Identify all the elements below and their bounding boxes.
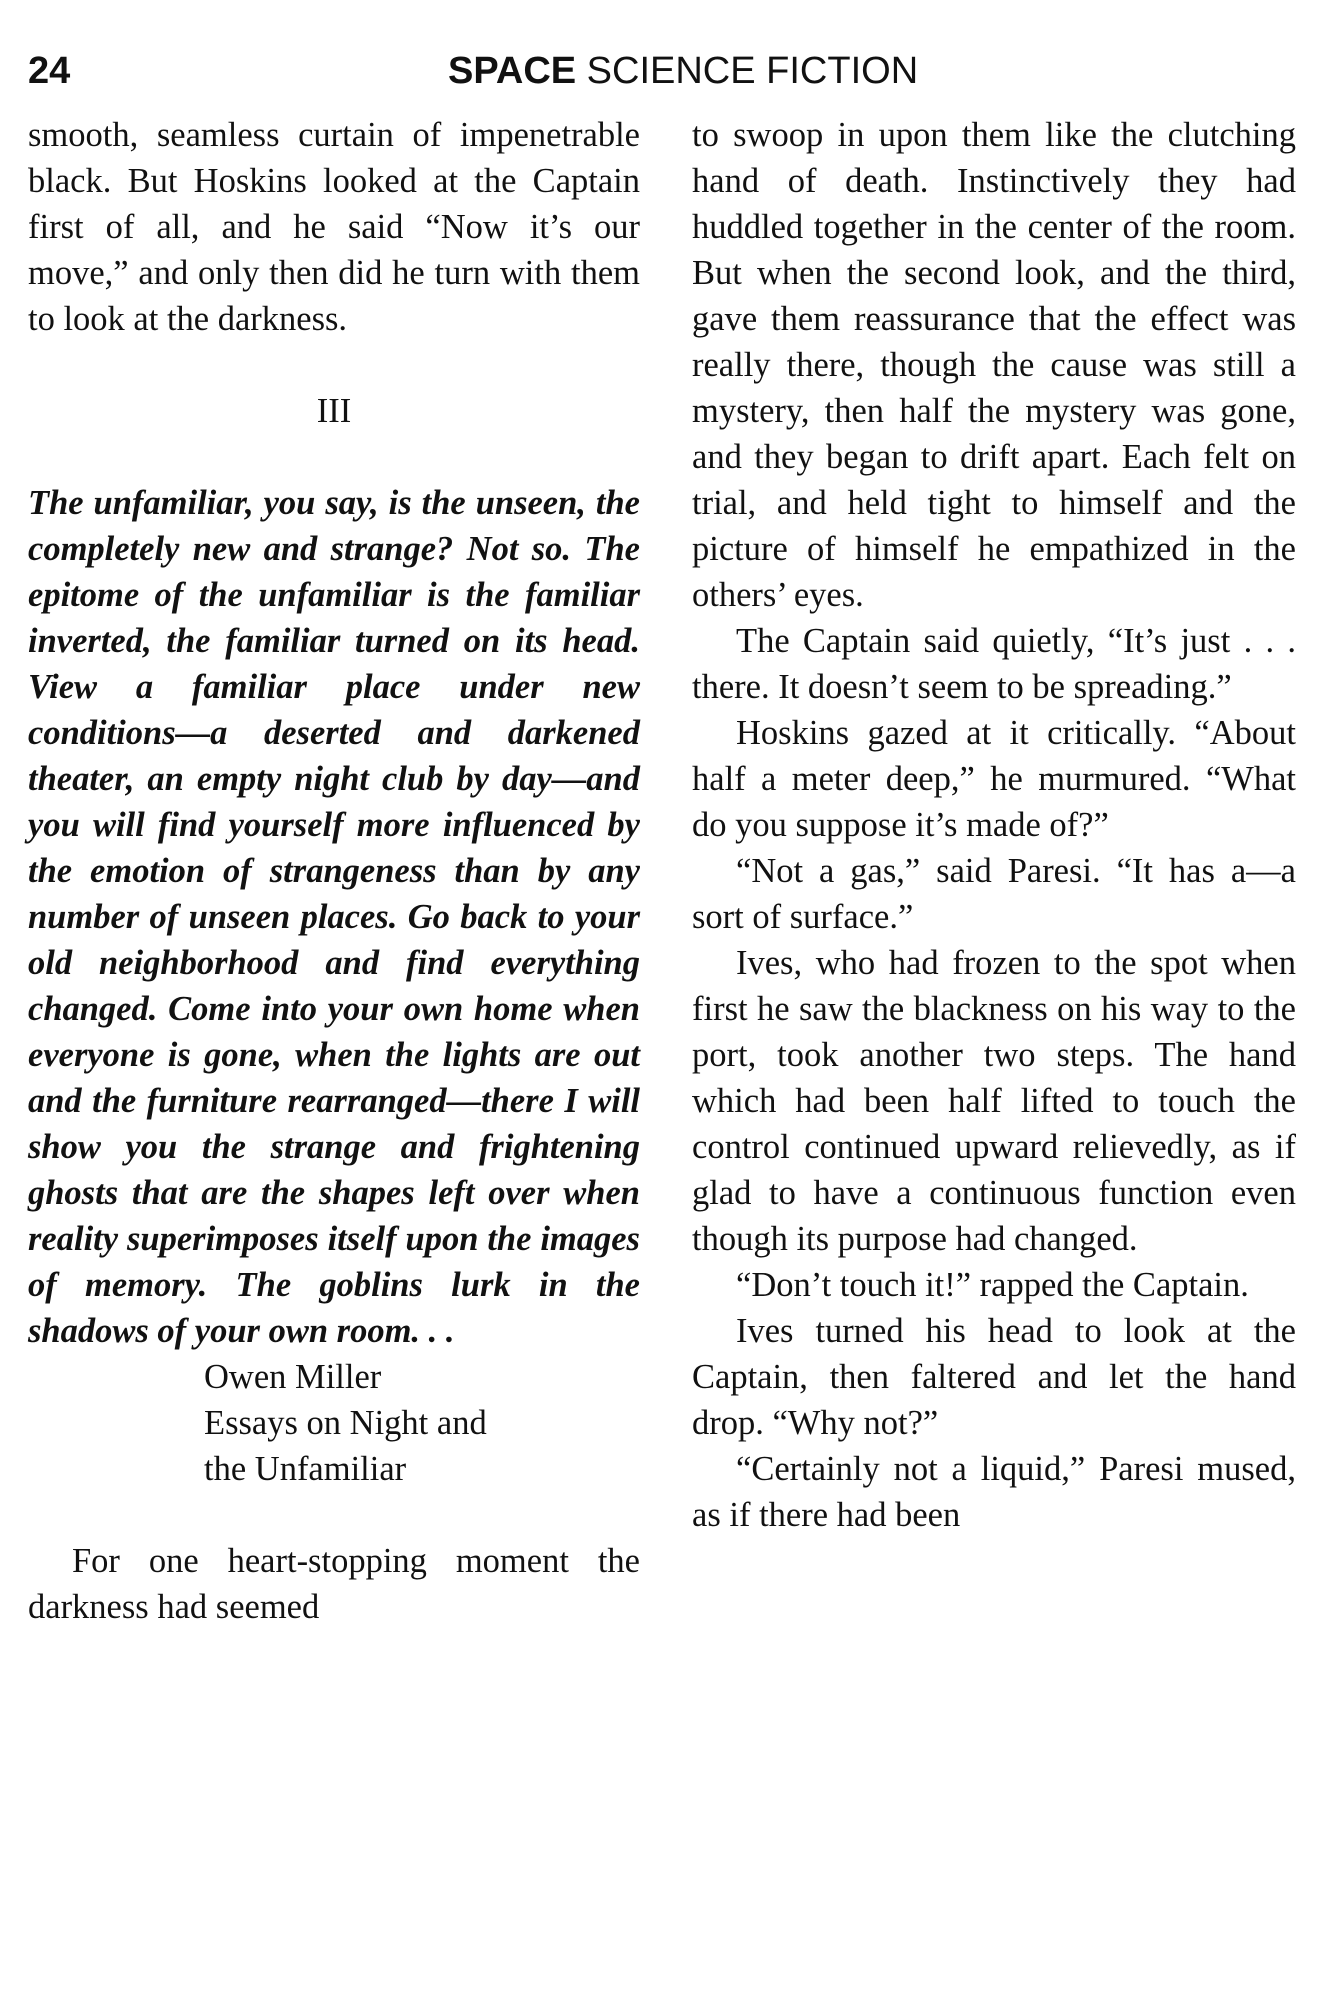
attribution-author: Owen Miller [204,1358,382,1396]
epigraph-attribution [204,1354,640,1492]
page-number: 24 [28,50,71,92]
attribution-title-line2: the Unfamiliar [204,1450,407,1488]
paragraph: Ives, who had frozen to the spot when first he saw the blackness on his way to the port, took another two steps. The hand which had been half lifted to touch the control continued upward relievedly, as if glad to have a continuous function even though its purpose had changed. [692,944,1296,1258]
right-column [692,112,1296,1538]
paragraph: The Captain said quietly, “It’s just . . . there. It doesn’t seem to be spreading.” [692,622,1296,706]
running-head [448,50,918,93]
paragraph: “Don’t touch it!” rapped the Captain. [736,1266,1249,1304]
attribution-title-line1: Essays on Night and [204,1404,487,1442]
epigraph: The unfamiliar, you say, is the unseen, the completely new and strange? Not so. The epitome of the unfamiliar is the familiar inverted, the familiar turned on its head. View a familiar place under new conditions—a deserted and darkened theater, an empty night club by day—and you will find yourself more influenced by the emotion of strangeness than by any number of unseen places. Go back to your old neighborhood and find everything changed. Come into your own home when everyone is gone, when the lights are out and the furniture rearranged—there I will show you the strange and frightening ghosts that are the shapes left over when reality superimposes itself upon the images of memory. The goblins lurk in the shadows of your own room. . . [28,484,640,1350]
section-gap [28,1492,640,1538]
paragraph-section-start: For one heart-stopping moment the darkness had seemed [28,1542,640,1626]
paragraph-continued: to swoop in upon them like the clutching hand of death. Instinctively they had huddled together in the center of the room. But when the second look, and the third, gave them reassurance that the effect was really there, though the cause was still a mystery, then half the mystery was gone, and they began to drift apart. Each felt on trial, and held tight to himself and the picture of himself he empathized in the others’ eyes. [692,116,1296,614]
paragraph: “Not a gas,” said Paresi. “It has a—a sort of surface.” [692,852,1296,936]
section-numeral: III [316,392,352,430]
paragraph-continued: smooth, seamless curtain of impenetrable black. But Hoskins looked at the Captain first of all, and he said “Now it’s our move,” and only then did he turn with them to look at the darkness. [28,116,640,338]
page-header [28,50,1293,100]
running-head-rest: SCIENCE FICTION [586,50,919,92]
running-head-space: SPACE [448,50,577,92]
left-column [28,112,640,1630]
paragraph: Ives turned his head to look at the Captain, then faltered and let the hand drop. “Why not?” [692,1312,1296,1442]
paragraph: “Certainly not a liquid,” Paresi mused, as if there had been [692,1450,1296,1534]
paragraph: Hoskins gazed at it critically. “About half a meter deep,” he murmured. “What do you suppose it’s made of?” [692,714,1296,844]
